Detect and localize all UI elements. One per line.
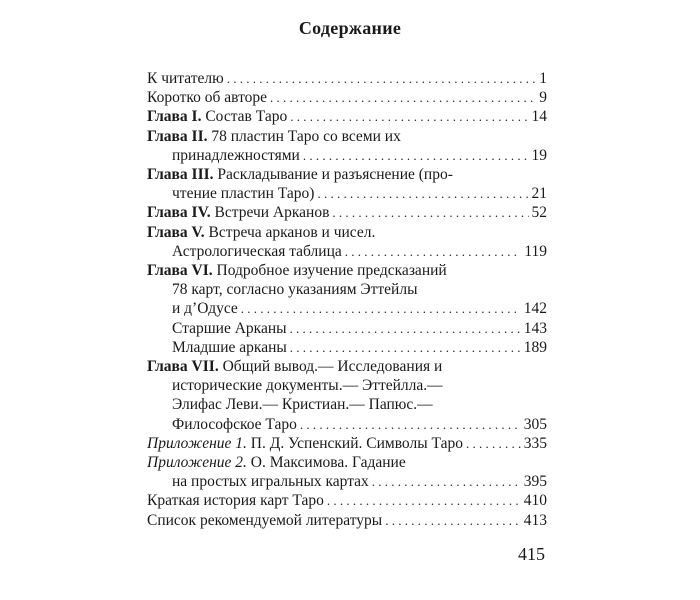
dot-leader: [385, 511, 521, 530]
toc-entry-chapter-7: [147, 357, 547, 434]
toc-entry-bibliography: [147, 511, 547, 530]
toc-entry-text: Младшие арканы: [172, 338, 287, 356]
toc-page-number: 14: [531, 108, 547, 126]
toc-page-number: 413: [523, 511, 547, 529]
dot-leader: [300, 415, 521, 434]
chapter-label: Глава V.: [147, 223, 205, 241]
toc-entry-text: Элифас Леви.— Кристиан.— Папюс.—: [172, 396, 433, 414]
dot-leader: [290, 319, 521, 338]
dot-leader: [327, 491, 521, 510]
toc-entry-text: Глава IV. Встречи Арканов: [147, 204, 330, 222]
toc-entry-text: и д’Одусе: [172, 300, 238, 318]
toc-entry-reader: [147, 69, 547, 88]
appendix-label: Приложение 2.: [147, 454, 247, 472]
dot-leader: [466, 434, 521, 453]
toc-entry-text: Глава VII. Общий вывод.— Исследования и: [147, 358, 443, 376]
chapter-label: Глава II.: [147, 127, 208, 145]
page-title: Содержание: [298, 18, 402, 38]
toc-entry-text: Приложение 1. П. Д. Успенский. Символы Таро: [147, 434, 463, 452]
toc-page-number: 142: [523, 300, 547, 318]
toc-entry-chapter-4: [147, 203, 547, 222]
toc-entry-text: Старшие Арканы: [172, 319, 287, 337]
toc-entry-text: Приложение 2. О. Максимова. Гадание: [147, 454, 406, 472]
toc-entry-text: Философское Таро: [172, 415, 297, 433]
toc-page-number: 119: [524, 242, 547, 260]
toc-page-number: 19: [531, 146, 547, 164]
dot-leader: [241, 299, 521, 318]
dot-leader: [317, 184, 528, 203]
page-number: 415: [518, 544, 545, 564]
toc-entry-chapter-3: [147, 165, 547, 203]
toc-entry-major-arcana: [147, 319, 547, 338]
toc-page-number: 1: [539, 70, 547, 87]
dot-leader: [270, 88, 536, 107]
toc-entry-history: [147, 491, 547, 510]
toc-entry-text: Коротко об авторе: [147, 89, 268, 107]
dot-leader: [303, 146, 529, 165]
toc-page-number: 21: [531, 185, 547, 203]
toc-entry-chapter-2: [147, 127, 547, 165]
toc-entry-appendix-1: [147, 434, 547, 453]
chapter-label: Глава VI.: [147, 262, 213, 280]
toc-page-number: 410: [523, 492, 547, 510]
toc-entry-chapter-5: [147, 223, 547, 261]
chapter-label: Глава III.: [147, 166, 214, 184]
dot-leader: [290, 107, 528, 126]
appendix-label: Приложение 1.: [147, 434, 247, 452]
toc-page-number: 335: [523, 434, 547, 452]
dot-leader: [227, 69, 537, 88]
toc-entry-text: исторические документы.— Эттейлла.—: [172, 377, 443, 395]
toc-entry-text: Глава VI. Подробное изучение предсказаний: [147, 262, 447, 280]
toc-entry-author: [147, 88, 547, 107]
table-of-contents: [147, 69, 547, 530]
toc-page-number: 395: [523, 473, 547, 491]
toc-page-number: 9: [539, 89, 547, 107]
toc-entry-text: Глава II. 78 пластин Таро со всеми их: [147, 127, 401, 145]
toc-entry-text: Глава III. Раскладывание и разъяснение (про-: [147, 166, 453, 184]
dot-leader: [345, 242, 522, 261]
dot-leader: [290, 338, 521, 357]
toc-entry-text: Глава I. Состав Таро: [147, 108, 288, 126]
toc-entry-chapter-1: [147, 107, 547, 126]
toc-entry-text: чтение пластин Таро): [172, 185, 315, 203]
toc-entry-chapter-6: [147, 261, 547, 319]
toc-entry-text: Краткая история карт Таро: [147, 492, 324, 510]
toc-entry-minor-arcana: [147, 338, 547, 357]
toc-page-number: 305: [523, 415, 547, 433]
toc-page-number: 143: [523, 319, 547, 337]
dot-leader: [372, 472, 521, 491]
chapter-label: Глава I.: [147, 108, 202, 126]
toc-page-number: 52: [531, 204, 547, 222]
toc-entry-text: на простых игральных картах: [172, 473, 369, 491]
toc-entry-text: Список рекомендуемой литературы: [147, 511, 383, 529]
toc-entry-text: принадлежностями: [172, 146, 300, 164]
toc-entry-text: 78 карт, согласно указаниям Эттейлы: [172, 281, 418, 299]
toc-entry-text: Глава V. Встреча арканов и чисел.: [147, 223, 376, 241]
toc-entry-appendix-2: [147, 453, 547, 491]
dot-leader: [332, 203, 528, 222]
toc-entry-text: Астрологическая таблица: [172, 242, 342, 260]
chapter-label: Глава IV.: [147, 204, 211, 222]
chapter-label: Глава VII.: [147, 358, 219, 376]
toc-page-number: 189: [523, 338, 547, 356]
toc-entry-text: К читателю: [147, 70, 224, 87]
